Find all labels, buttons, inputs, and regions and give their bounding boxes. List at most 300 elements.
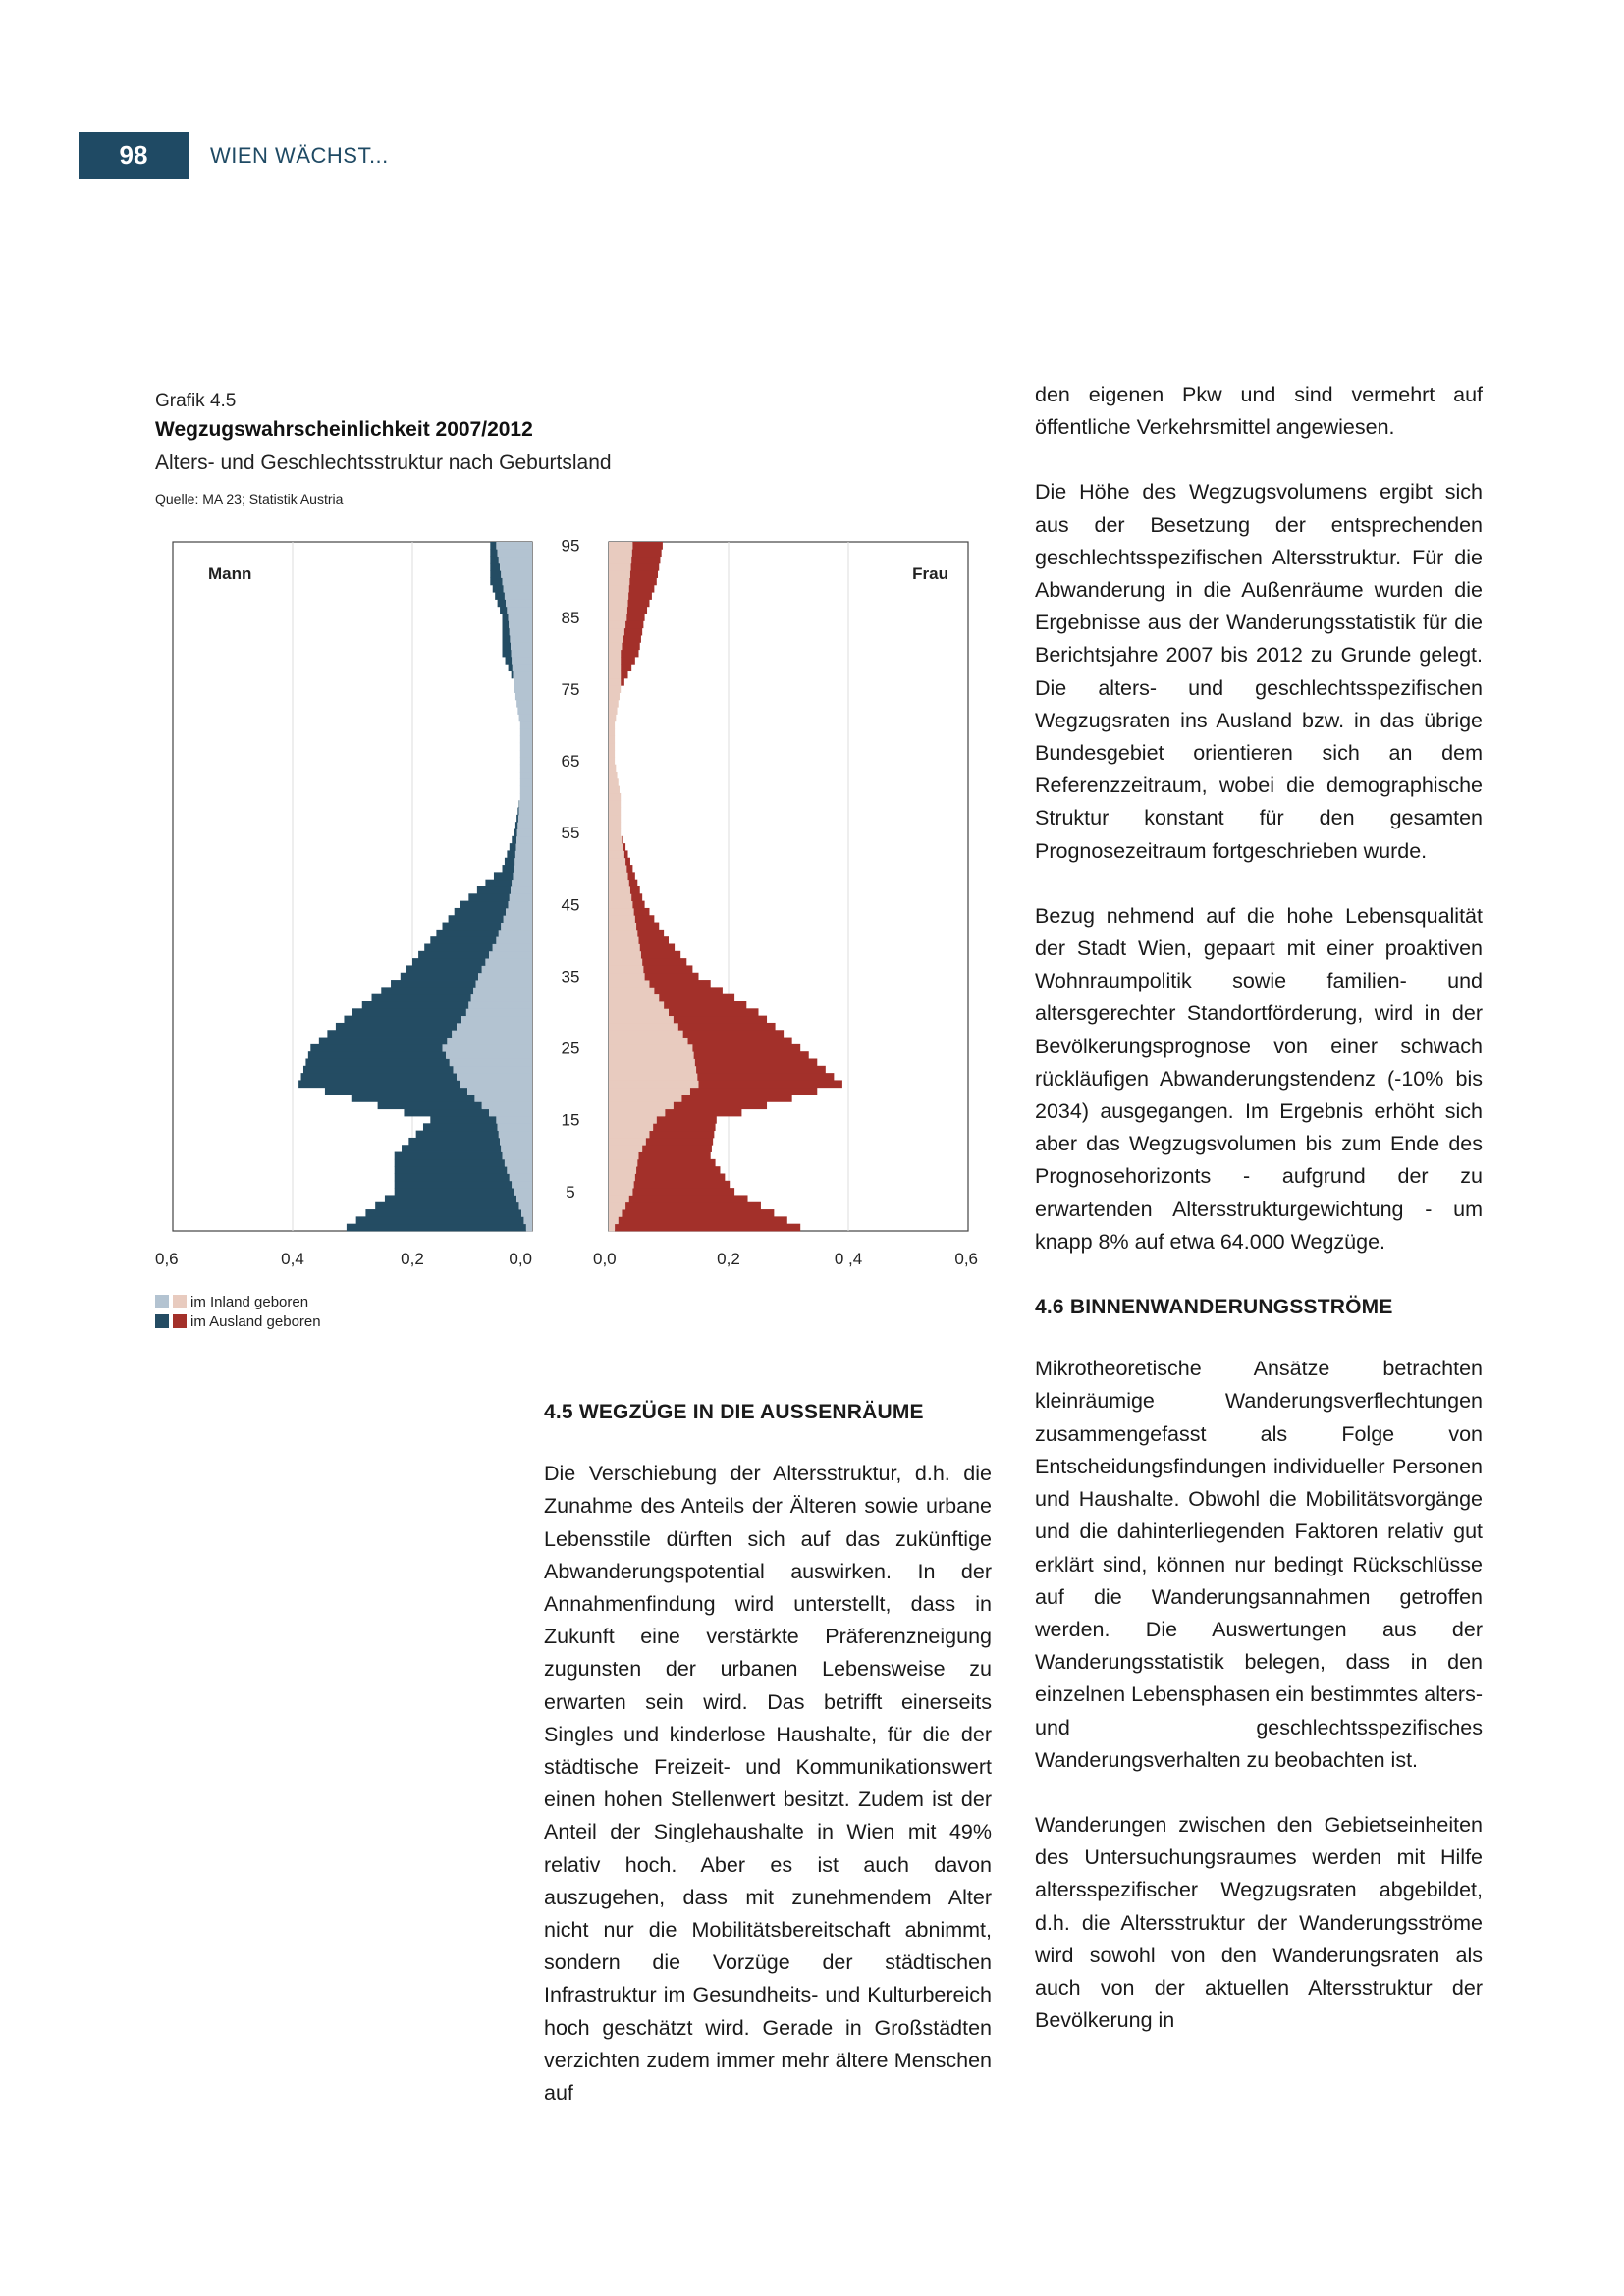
bar-frau-inland — [609, 886, 630, 894]
bar-frau-inland — [609, 642, 622, 650]
x-tick-label-frau: 0,0 — [593, 1250, 617, 1268]
bar-mann-ausland — [505, 858, 514, 866]
bar-frau-inland — [609, 965, 643, 973]
bar-mann-ausland — [449, 915, 504, 923]
bar-mann-ausland — [327, 1030, 452, 1038]
bar-frau-inland — [609, 1224, 615, 1232]
bar-frau-inland — [609, 1095, 681, 1102]
bar-mann-inland — [520, 793, 532, 801]
bar-mann-ausland — [503, 642, 512, 650]
bar-frau-ausland — [630, 570, 658, 578]
bar-frau-ausland — [632, 901, 644, 909]
paragraph: Mikrotheoretische Ansätze betrachten kleinräumige Wanderungsverflechtungen zusammengefasst als Folge von Entscheidungsfindungen individueller Personen und Haushalte. Obwohl die Mobilitätsvorgänge und die dahinterliegenden Faktoren relativ gut erklärt sind, können nur bedingt Rückschlüsse auf die Wanderungsannahmen getroffen werden. Die Auswertungen aus der Wanderungsstatistik belegen, dass in den einzelnen Lebensphasen ein bestimmtes alters- und geschlechtsspezifisches Wanderungsverhalten zu beobachten ist. — [1035, 1357, 1483, 1772]
bar-frau-inland — [609, 620, 625, 628]
bar-frau-ausland — [624, 628, 642, 636]
bar-frau-inland — [609, 1109, 665, 1117]
bar-frau-inland — [609, 872, 628, 880]
bar-frau-ausland — [674, 1101, 767, 1109]
bar-frau-inland — [609, 822, 621, 829]
bar-frau-inland — [609, 1059, 695, 1067]
bar-mann-inland — [513, 872, 532, 880]
bar-mann-inland — [517, 829, 532, 837]
bar-mann-ausland — [516, 815, 518, 823]
bar-mann-inland — [516, 843, 532, 851]
bar-mann-ausland — [352, 1095, 475, 1102]
bar-frau-ausland — [695, 1059, 817, 1067]
bar-mann-inland — [512, 657, 532, 665]
bar-frau-ausland — [628, 600, 650, 608]
bar-mann-inland — [526, 1224, 532, 1232]
bar-mann-ausland — [424, 944, 493, 952]
bar-frau-inland — [609, 549, 632, 557]
bar-frau-inland — [609, 1138, 646, 1146]
bar-frau-inland — [609, 865, 626, 873]
bar-frau-ausland — [621, 664, 631, 671]
bar-frau-ausland — [694, 1051, 809, 1059]
bar-frau-inland — [609, 836, 622, 844]
bar-mann-inland — [457, 1073, 532, 1081]
bar-mann-inland — [460, 1080, 532, 1088]
bar-frau-inland — [609, 585, 629, 593]
bar-mann-ausland — [503, 614, 509, 621]
bar-frau-inland — [609, 700, 619, 708]
bar-frau-ausland — [629, 1195, 748, 1202]
legend-label-ausland: im Ausland geboren — [190, 1312, 321, 1330]
bar-frau-inland — [609, 671, 621, 679]
bar-mann-inland — [499, 557, 532, 564]
bar-mann-inland — [523, 1216, 532, 1224]
bar-mann-ausland — [301, 1073, 458, 1081]
bar-mann-ausland — [395, 1174, 510, 1182]
bar-frau-inland — [609, 1051, 694, 1059]
bar-mann-ausland — [308, 1051, 446, 1059]
bar-mann-inland — [514, 678, 532, 686]
bar-frau-inland — [609, 628, 624, 636]
bar-mann-inland — [518, 815, 532, 823]
bar-mann-ausland — [430, 1116, 496, 1124]
paragraph: Die Verschiebung der Altersstruktur, d.h. die Zunahme des Anteils der Älteren sowie urbane Lebensstile dürften sich auf das zukünftige Abwanderungspotential auswirken. In der Annahmenfindung wird unterstellt, dass in Zukunft eine verstärkte Präferenzneigung zugunsten der urbanen Lebensweise zu erwarten sein wird. Das betrifft einerseits Singles und kinderlose Haushalte, für die der städtische Freizeit- und Kommunikationswert einen hohen Stellenwert besitzt. Zudem ist der Anteil der Singlehaushalte in Wien mit 49% relativ hoch. Aber es ist auch davon auszugehen, dass mit zunehmendem Alter nicht nur die Mobilitätsbereitschaft abnimmt, sondern die Vorzüge der städtischen Infrastruktur im Gesundheits- und Kulturbereich hoch geschätzt wird. Gerade in Großstädten verzichten zudem immer mehr ältere Menschen auf — [544, 1462, 992, 2106]
bar-frau-inland — [609, 901, 632, 909]
x-tick-label-frau: 0,6 — [954, 1250, 978, 1268]
bar-frau-ausland — [657, 1116, 717, 1124]
figure-title: Wegzugswahrscheinlichkeit 2007/2012 — [155, 418, 533, 441]
age-tick-label: 35 — [561, 967, 580, 987]
bar-frau-inland — [609, 1023, 678, 1031]
bar-frau-ausland — [625, 620, 643, 628]
bar-frau-ausland — [692, 1044, 800, 1052]
bar-mann-ausland — [490, 557, 499, 564]
bar-mann-inland — [489, 951, 532, 959]
bar-mann-inland — [520, 778, 532, 786]
bar-frau-ausland — [622, 1209, 774, 1217]
bar-mann-inland — [476, 980, 532, 988]
bar-frau-inland — [609, 1145, 642, 1152]
bar-frau-inland — [609, 592, 628, 600]
age-tick-label: 15 — [561, 1110, 580, 1130]
bar-mann-inland — [482, 965, 532, 973]
bar-frau-ausland — [629, 585, 655, 593]
legend-swatch-frau-inland — [173, 1295, 187, 1308]
legend-item-inland — [155, 1292, 321, 1311]
bar-frau-inland — [609, 1016, 674, 1024]
bar-frau-ausland — [696, 1066, 826, 1074]
bar-frau-inland — [609, 1101, 674, 1109]
bar-frau-inland — [609, 930, 637, 937]
bar-mann-ausland — [460, 901, 509, 909]
bar-mann-ausland — [385, 1195, 516, 1202]
bar-frau-inland — [609, 743, 615, 751]
bar-mann-inland — [452, 1030, 532, 1038]
bar-frau-inland — [609, 858, 625, 866]
x-tick-label-mann: 0,0 — [509, 1250, 532, 1268]
bar-frau-inland — [609, 951, 641, 959]
bar-frau-inland — [609, 829, 621, 837]
bar-mann-inland — [498, 1123, 532, 1131]
bar-mann-inland — [512, 880, 532, 887]
bar-mann-inland — [505, 592, 532, 600]
bar-mann-inland — [520, 765, 532, 773]
bar-mann-ausland — [408, 1138, 500, 1146]
bar-frau-inland — [609, 778, 619, 786]
bar-frau-inland — [609, 1066, 696, 1074]
bar-mann-inland — [509, 901, 532, 909]
bar-frau-inland — [609, 958, 642, 966]
bar-mann-ausland — [336, 1023, 457, 1031]
bar-frau-ausland — [654, 987, 723, 994]
paragraph: Bezug nehmend auf die hohe Lebensqualität der Stadt Wien, gepaart mit einer proaktiven Wohnraumpolitik sowie familien- und altersgerechter Standortförderung, wird in der Bevölkerungsprognose von einer schwach rückläufigen Abwanderungstendenz (-10% bis 2034) ausgegangen. Im Ergebnis erhöht sich aber das Wegzugsvolumen bis zum Ende des Prognosehorizonts - aufgrund der zu erwartenden Altersstrukturgewichtung - um knapp 8% auf etwa 64.000 Wegzüge. — [1035, 903, 1483, 1254]
bar-frau-ausland — [624, 850, 628, 858]
bar-mann-inland — [510, 635, 532, 643]
bar-mann-inland — [514, 1188, 532, 1196]
bar-mann-inland — [520, 772, 532, 779]
column-middle — [544, 1396, 992, 2142]
bar-mann-ausland — [303, 1066, 454, 1074]
bar-mann-inland — [520, 757, 532, 765]
bar-mann-ausland — [517, 808, 518, 816]
age-tick-label: 45 — [561, 895, 580, 915]
bar-mann-inland — [511, 642, 532, 650]
bar-frau-ausland — [659, 994, 734, 1002]
bar-frau-inland — [609, 557, 631, 564]
bar-frau-inland — [609, 1166, 636, 1174]
bar-mann-ausland — [514, 829, 517, 837]
bar-frau-ausland — [642, 1145, 712, 1152]
bar-frau-inland — [609, 1209, 622, 1217]
bar-frau-ausland — [642, 958, 686, 966]
bar-mann-inland — [496, 936, 532, 944]
bar-frau-inland — [609, 728, 615, 736]
bar-frau-ausland — [623, 843, 625, 851]
bar-frau-inland — [609, 614, 626, 621]
bar-frau-ausland — [669, 1008, 759, 1016]
bar-mann-ausland — [495, 592, 505, 600]
bar-frau-ausland — [641, 951, 680, 959]
bar-frau-ausland — [639, 1152, 711, 1160]
bar-mann-inland — [446, 1051, 532, 1059]
bar-mann-inland — [468, 1001, 532, 1009]
bar-mann-inland — [516, 700, 532, 708]
bar-mann-inland — [515, 693, 532, 701]
bar-frau-inland — [609, 793, 621, 801]
paragraph: Die Höhe des Wegzugsvolumens ergibt sich aus der Besetzung der entsprechenden geschlechtsspezifischen Altersstruktur. Für die Abwanderung in die Außenräume wurden die Ergebnisse aus der Wanderungsstatistik für die Berichtsjahre 2007 bis 2012 zu Grunde gelegt. Die alters- und geschlechtsspezifischen Wegzugsraten ins Ausland bzw. in das übrige Bundesgebiet orientieren sich an dem Referenzzeitraum, wobei die demographische Struktur konstant für den gesamten Prognosezeitraum fortgeschrieben wurde. — [1035, 480, 1483, 863]
x-tick-label-mann: 0,6 — [155, 1250, 179, 1268]
bar-frau-ausland — [627, 607, 647, 614]
bar-mann-inland — [473, 987, 532, 994]
bar-mann-ausland — [490, 542, 496, 550]
bar-mann-ausland — [310, 1044, 442, 1052]
bar-mann-inland — [504, 585, 532, 593]
bar-mann-inland — [466, 1008, 532, 1016]
bar-frau-inland — [609, 1044, 692, 1052]
bar-frau-inland — [609, 1181, 634, 1189]
bar-mann-ausland — [490, 563, 500, 571]
bar-mann-ausland — [395, 1166, 508, 1174]
bar-frau-ausland — [631, 563, 660, 571]
bar-mann-ausland — [356, 1216, 524, 1224]
bar-mann-ausland — [395, 1159, 505, 1167]
bar-mann-inland — [520, 735, 532, 743]
bar-mann-ausland — [494, 872, 514, 880]
age-tick-label: 75 — [561, 679, 580, 699]
bar-mann-ausland — [490, 570, 501, 578]
bar-mann-inland — [443, 1044, 533, 1052]
bar-mann-inland — [517, 822, 532, 829]
bar-mann-inland — [519, 808, 532, 816]
bar-frau-inland — [609, 657, 621, 665]
bar-frau-ausland — [635, 915, 655, 923]
bar-frau-ausland — [615, 1224, 800, 1232]
bar-mann-ausland — [395, 1181, 513, 1189]
bar-mann-inland — [450, 1059, 532, 1067]
bar-mann-ausland — [498, 600, 507, 608]
bar-frau-ausland — [628, 592, 652, 600]
bar-frau-inland — [609, 973, 645, 981]
bar-mann-inland — [514, 858, 532, 866]
bar-mann-inland — [512, 1181, 532, 1189]
bar-frau-ausland — [635, 1174, 726, 1182]
bar-frau-inland — [609, 1080, 699, 1088]
bar-mann-ausland — [512, 836, 516, 844]
bar-mann-ausland — [391, 980, 476, 988]
bar-frau-ausland — [640, 944, 675, 952]
bar-frau-ausland — [631, 557, 660, 564]
bar-mann-inland — [520, 721, 532, 729]
bar-frau-inland — [609, 808, 621, 816]
bar-mann-ausland — [305, 1059, 449, 1067]
bar-frau-ausland — [646, 1138, 713, 1146]
running-title: WIEN WÄCHST... — [210, 143, 389, 168]
bar-frau-ausland — [621, 678, 624, 686]
age-tick-label: 55 — [561, 824, 580, 843]
bar-mann-inland — [499, 1131, 532, 1139]
bar-frau-ausland — [621, 671, 627, 679]
bar-frau-ausland — [653, 1123, 715, 1131]
bar-mann-ausland — [375, 1202, 518, 1210]
bar-mann-ausland — [503, 650, 512, 658]
bar-frau-ausland — [636, 923, 659, 931]
bar-frau-ausland — [649, 1131, 714, 1139]
bar-mann-ausland — [477, 886, 511, 894]
bar-mann-ausland — [412, 958, 485, 966]
bar-mann-inland — [509, 614, 532, 621]
bar-frau-inland — [609, 635, 623, 643]
bar-mann-ausland — [372, 994, 471, 1002]
bar-mann-inland — [516, 836, 532, 844]
bar-frau-ausland — [683, 1030, 784, 1038]
bar-mann-inland — [503, 1152, 533, 1160]
bar-frau-inland — [609, 1008, 669, 1016]
bar-frau-inland — [609, 707, 618, 715]
bar-frau-inland — [609, 843, 623, 851]
bar-mann-inland — [471, 994, 532, 1002]
bar-mann-ausland — [402, 1145, 501, 1152]
age-tick-label: 25 — [561, 1039, 580, 1058]
bar-frau-ausland — [690, 1088, 817, 1095]
bar-mann-inland — [467, 1088, 532, 1095]
bar-frau-ausland — [664, 1001, 746, 1009]
bar-mann-inland — [478, 973, 532, 981]
bar-frau-inland — [609, 1131, 649, 1139]
bar-mann-inland — [520, 786, 532, 794]
figure-subtitle: Alters- und Geschlechtsstruktur nach Geburtsland — [155, 452, 612, 474]
bar-mann-inland — [500, 563, 532, 571]
bar-mann-inland — [519, 715, 532, 722]
bar-mann-inland — [501, 923, 532, 931]
bar-mann-inland — [507, 1166, 532, 1174]
bar-mann-inland — [509, 620, 532, 628]
paragraph: Wanderungen zwischen den Gebietseinheiten des Untersuchungsraumes werden mit Hilfe altersspezifischer Wegzugsraten abgebildet, d.h. die Altersstruktur der Wanderungsströme wird sowohl von den Wanderungsraten als auch von der aktuellen Altersstruktur der Bevölkerung in — [1035, 1812, 1483, 2033]
bar-mann-ausland — [500, 607, 507, 614]
bar-frau-ausland — [681, 1095, 791, 1102]
panel-title-frau: Frau — [912, 564, 948, 583]
bar-mann-ausland — [378, 1101, 482, 1109]
bar-frau-ausland — [645, 973, 699, 981]
bar-mann-inland — [496, 542, 532, 550]
bar-frau-ausland — [634, 908, 650, 916]
bar-mann-inland — [519, 800, 532, 808]
bar-frau-inland — [609, 678, 621, 686]
bar-mann-ausland — [490, 549, 497, 557]
bar-mann-inland — [505, 1159, 532, 1167]
section-heading-4-6: 4.6 BINNENWANDERUNGSSTRÖME — [1035, 1296, 1393, 1319]
bar-frau-inland — [609, 715, 616, 722]
bar-frau-ausland — [621, 657, 635, 665]
bar-frau-ausland — [632, 1188, 734, 1196]
bar-mann-inland — [489, 1109, 532, 1117]
bar-mann-inland — [520, 728, 532, 736]
bar-frau-ausland — [637, 930, 664, 937]
bar-mann-inland — [482, 1101, 532, 1109]
bar-mann-inland — [513, 664, 532, 671]
bar-mann-inland — [506, 600, 532, 608]
bar-frau-inland — [609, 607, 627, 614]
bar-mann-inland — [474, 1095, 532, 1102]
legend-swatch-mann-inland — [155, 1295, 169, 1308]
bar-mann-ausland — [510, 843, 516, 851]
bar-frau-inland — [609, 765, 616, 773]
bar-frau-inland — [609, 750, 615, 758]
bar-frau-inland — [609, 1116, 657, 1124]
age-tick-label: 85 — [561, 608, 580, 627]
x-tick-label-mann: 0,2 — [401, 1250, 424, 1268]
bar-frau-inland — [609, 850, 624, 858]
bar-frau-inland — [609, 772, 618, 779]
legend-label-inland: im Inland geboren — [190, 1293, 309, 1310]
bar-mann-ausland — [344, 1016, 461, 1024]
bar-frau-inland — [609, 893, 631, 901]
population-pyramid-chart — [147, 526, 992, 1272]
bar-frau-inland — [609, 578, 629, 586]
bar-mann-inland — [500, 1138, 532, 1146]
section-heading-4-5: 4.5 WEGZÜGE IN DIE AUSSENRÄUME — [544, 1401, 924, 1423]
bar-frau-inland — [609, 908, 634, 916]
bar-frau-ausland — [678, 1023, 776, 1031]
bar-frau-ausland — [643, 965, 692, 973]
bar-mann-ausland — [352, 1008, 466, 1016]
bar-frau-ausland — [625, 1202, 761, 1210]
bar-frau-ausland — [629, 578, 656, 586]
bar-frau-inland — [609, 1202, 625, 1210]
age-tick-label: 65 — [561, 752, 580, 772]
bar-mann-ausland — [395, 1188, 514, 1196]
figure-source: Quelle: MA 23; Statistik Austria — [155, 491, 344, 507]
bar-frau-inland — [609, 650, 621, 658]
bar-frau-inland — [609, 1159, 637, 1167]
bar-mann-inland — [485, 958, 532, 966]
bar-frau-inland — [609, 1174, 635, 1182]
bar-frau-ausland — [619, 1216, 787, 1224]
bar-mann-inland — [496, 1116, 532, 1124]
bar-frau-inland — [609, 880, 629, 887]
bar-frau-ausland — [688, 1038, 792, 1045]
bar-frau-ausland — [626, 614, 644, 621]
bar-frau-ausland — [628, 872, 635, 880]
bar-mann-inland — [515, 850, 532, 858]
bar-frau-inland — [609, 936, 639, 944]
bar-frau-inland — [609, 1216, 619, 1224]
bar-mann-ausland — [325, 1088, 467, 1095]
bar-frau-ausland — [637, 1159, 715, 1167]
bar-frau-inland — [609, 1195, 629, 1202]
legend — [155, 1292, 321, 1331]
bar-frau-ausland — [622, 836, 623, 844]
column-right — [1035, 379, 1483, 2069]
bar-mann-inland — [501, 570, 532, 578]
bar-frau-ausland — [631, 893, 642, 901]
bar-mann-inland — [507, 607, 532, 614]
bar-frau-inland — [609, 987, 654, 994]
bar-frau-inland — [609, 944, 640, 952]
bar-frau-inland — [609, 1001, 664, 1009]
bar-mann-inland — [514, 865, 532, 873]
bar-mann-inland — [498, 549, 532, 557]
bar-frau-ausland — [629, 880, 638, 887]
bar-frau-ausland — [632, 542, 663, 550]
bar-frau-inland — [609, 994, 659, 1002]
bar-frau-inland — [609, 664, 621, 671]
bar-frau-inland — [609, 1073, 697, 1081]
bar-frau-ausland — [674, 1016, 767, 1024]
bar-mann-ausland — [503, 620, 510, 628]
bar-frau-ausland — [626, 865, 632, 873]
bar-mann-inland — [512, 650, 532, 658]
bar-mann-inland — [457, 1023, 532, 1031]
bar-mann-ausland — [493, 585, 504, 593]
bar-frau-ausland — [665, 1109, 741, 1117]
bar-frau-inland — [609, 1030, 683, 1038]
bar-frau-ausland — [630, 886, 640, 894]
bar-mann-inland — [520, 743, 532, 751]
